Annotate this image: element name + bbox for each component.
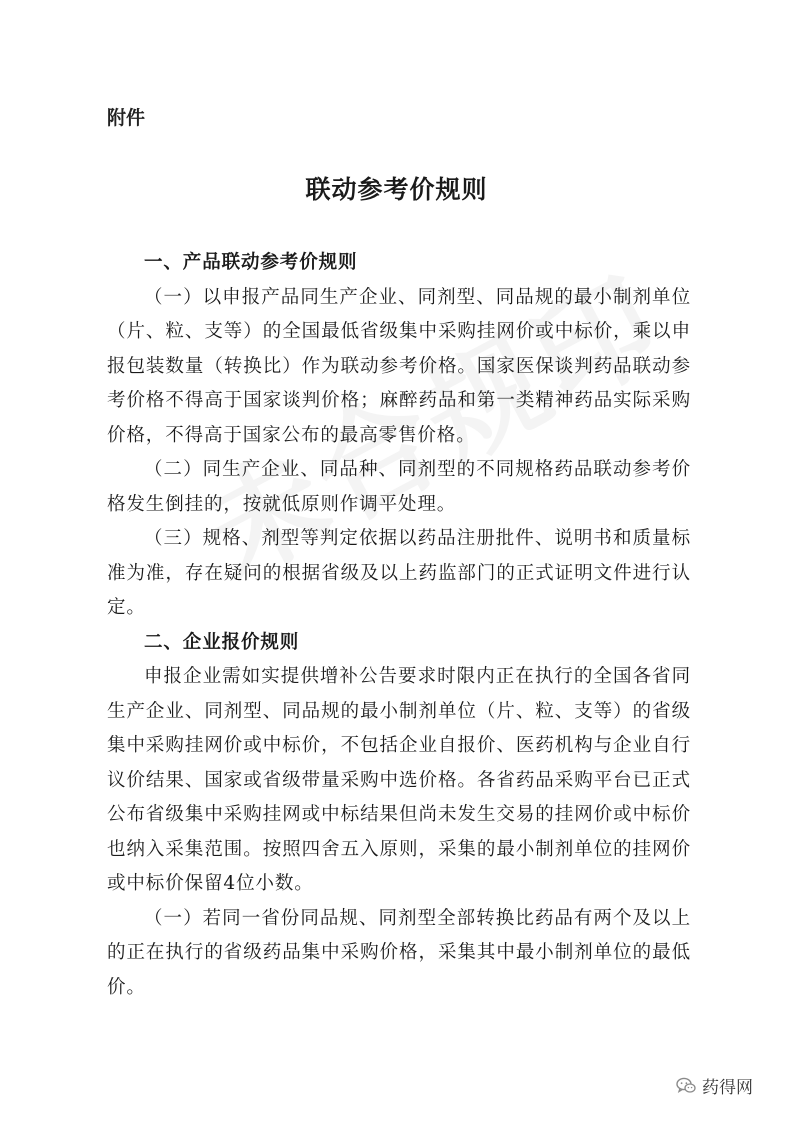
paragraph: （三）规格、剂型等判定依据以药品注册批件、说明书和质量标准为准，存在疑问的根据省级及以上药监部门的正式证明文件进行认定。 [107,528,691,618]
paragraph: 申报企业需如实提供增补公告要求时限内正在执行的全国各省同生产企业、同剂型、同品规的最小制剂单位（片、粒、支等）的省级集中采购挂网价或中标价，不包括企业自报价、医药机构与企业自行议价结果、国家或省级带量采购中选价格。各省药品采购平台已正式公布省级集中采购挂网或中标结果但尚未发生交易的挂网价或中标价也纳入采集范围。按照四舍五入原则，采集的最小制剂单位的挂网价或中标价保留4位小数。 [107,666,691,894]
document-title: 联动参考价规则 [305,175,488,204]
paragraph: （二）同生产企业、同品种、同剂型的不同规格药品联动参考价格发生倒挂的，按就低原则作调平处理。 [107,459,691,515]
brand-name: 药得网 [702,1078,753,1098]
source-brand [676,1073,753,1098]
paragraph: （一）以申报产品同生产企业、同剂型、同品规的最小制剂单位（片、粒、支等）的全国最低省级集中采购挂网价或中标价，乘以申报包装数量（转换比）作为联动参考价格。国家医保谈判药品联动参考价格不得高于国家谈判价格；麻醉药品和第一类精神药品实际采购价格，不得高于国家公布的最高零售价格。 [107,286,691,446]
section-heading: 二、企业报价规则 [144,631,300,653]
wechat-icon [676,1077,696,1094]
section-heading: 一、产品联动参考价规则 [144,252,358,273]
paragraph: （一）若同一省份同品规、同剂型全部转换比药品有两个及以上的正在执行的省级药品集中采购价格，采集其中最小制剂单位的最低价。 [107,907,691,998]
attachment-label: 附件 [107,107,146,129]
document-body [107,246,691,1005]
